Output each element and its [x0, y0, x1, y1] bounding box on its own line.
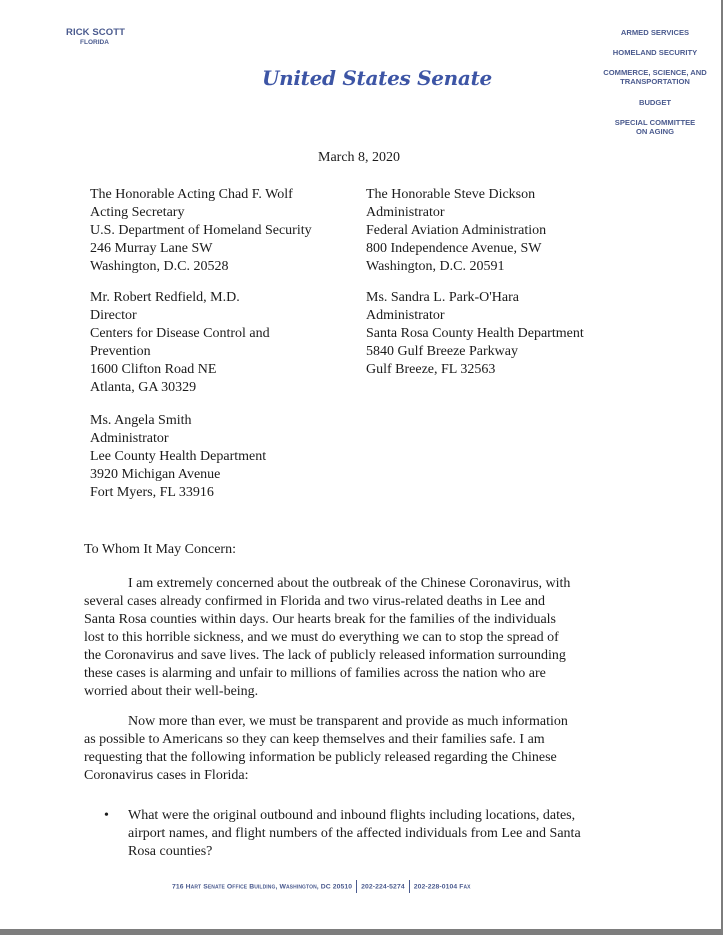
letter-date: March 8, 2020	[318, 150, 401, 165]
divider	[356, 880, 357, 893]
salutation: To Whom It May Concern:	[84, 542, 236, 557]
divider	[409, 880, 410, 893]
committee-item: COMMERCE, SCIENCE, AND TRANSPORTATION	[603, 68, 707, 86]
footer-fax: 202-228-0104 Fax	[413, 883, 471, 891]
senator-name: RICK SCOTT	[66, 27, 126, 38]
recipient-address-block: Ms. Sandra L. Park-O'Hara Administrator Santa Rosa County Health Department 5840 Gulf Breeze Parkway Gulf Breeze, FL 32563	[366, 290, 584, 377]
recipient-address-block: Ms. Angela Smith Administrator Lee County Health Department 3920 Michigan Avenue Fort Myers, FL 33916	[90, 413, 267, 500]
body-paragraph: Now more than ever, we must be transparent and provide as much information as possible to Americans so they can keep themselves and their families safe. I am requesting that the following information be publicly released regarding the Chinese Coronavirus cases in Florida:	[84, 714, 568, 783]
footer-address: 716 Hart Senate Office Building, Washington, DC 20510	[172, 883, 353, 891]
footer-phone: 202-224-5274	[361, 883, 405, 891]
committee-item: BUDGET	[638, 98, 672, 107]
recipient-address-block: The Honorable Steve Dickson Administrator Federal Aviation Administration 800 Independence Avenue, SW Washington, D.C. 20591	[366, 187, 547, 274]
committee-item: ARMED SERVICES	[620, 28, 690, 37]
committee-item: SPECIAL COMMITTEE ON AGING	[614, 118, 696, 136]
body-paragraph: I am extremely concerned about the outbreak of the Chinese Coronavirus, with several cases already confirmed in Florida and two virus-related deaths in Lee and Santa Rosa counties within days. Our hearts break for the families of the individuals lost to this horrible sickness, and we must do everything we can to stop the spread of the Coronavirus and save lives. The lack of publicly released information surrounding these cases is alarming and unfair to millions of families across the nation who are worried about their well-being.	[84, 576, 571, 699]
committee-item: HOMELAND SECURITY	[612, 48, 698, 57]
senate-letterhead-title: United States Senate	[262, 66, 492, 90]
recipient-address-block: The Honorable Acting Chad F. Wolf Acting Secretary U.S. Department of Homeland Security 246 Murray Lane SW Washington, D.C. 20528	[90, 187, 312, 274]
letter-page: RICK SCOTT FLORIDA United States Senate ARMED SERVICES HOMELAND SECURITY COMMERCE, SCIENCE, AND TRANSPORTATION BUDGET SPECIAL COMMITTEE ON AGING March 8, 2020 The Honorable Acting Chad F. Wolf Acting Secretary U.S. Department of Homeland Security 246 Murray Lane SW Washington, D.C. 20528 The Honorable Steve Dickson Administrator Federal Aviation Administration 800 Independence Avenue, SW Washington, D.C. 20591 Mr. Robert Redfield, M.D. Director Centers for Disease Control and Prevention 1600 Clifton Road NE Atlanta, GA 30329 Ms. Sandra L. Park-O'Hara Administrator Santa Rosa County Health Department 5840 Gulf Breeze Parkway Gulf Breeze, FL 32563 Ms. Angela Smith Administrator Lee County Health Department 3920 Michigan Avenue Fort Myers, FL 33916 To Whom It May Concern: I am extremely concerned about the outbreak of the Chinese Coronavirus, with several cases already confirmed in Florida and two virus-related deaths in Lee and Santa Rosa counties within days. Our hearts break for the families of the individuals lost to this horrible sickness, and we must do everything we can to stop the spread of the Coronavirus and save lives. The lack of publicly released information surrounding these cases is alarming and unfair to millions of families across the nation who are worried about their well-being. Now more than ever, we must be transparent and provide as much information as possible to Americans so they can keep themselves and their families safe. I am requesting that the following information be publicly released regarding the Chinese Coronavirus cases in Florida: • What were the original outbound and inbound flights including locations, dates, airport names, and flight numbers of the affected individuals from Lee and Santa Rosa counties? 716 Hart Senate Office Building, Washington, DC 20510 202-224-5274 202-228-0104 Fax	[0, 0, 721, 929]
senator-state: FLORIDA	[80, 39, 109, 46]
letterhead-footer	[172, 880, 471, 893]
bullet-icon: •	[104, 808, 109, 823]
recipient-address-block: Mr. Robert Redfield, M.D. Director Centers for Disease Control and Prevention 1600 Clifton Road NE Atlanta, GA 30329	[90, 290, 270, 395]
committee-list	[590, 28, 720, 147]
